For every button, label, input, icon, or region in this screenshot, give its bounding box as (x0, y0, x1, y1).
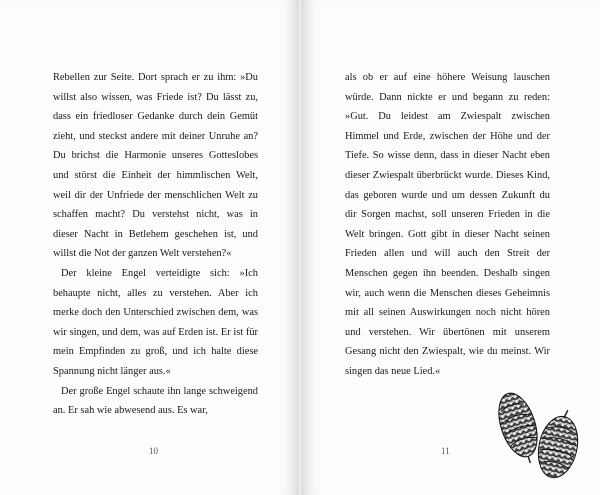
paragraph: Rebellen zur Seite. Dort sprach er zu ihm: »Du willst also wissen, was Friede ist? Du lässt zu, dass ein friedloser Gedanke durch dein Gemüt zieht, und steckst andere mit deiner Unruhe an? Du brichst die Harmonie unseres Gotteslobes und störst die Einheit der himmlischen Welt, weil dir der Unfriede der menschlichen Welt zu schaffen macht? Du verstehst nicht, was in dieser Nacht in Betlehem geschehen ist, und willst die Not der ganzen Welt verstehen?« (53, 72, 258, 260)
page-number: 10 (149, 446, 158, 456)
left-page-text (53, 68, 258, 421)
right-page-text (345, 68, 550, 382)
paragraph: Der große Engel schaute ihn lange schweigend an. Er sah wie abwesend aus. Es war, (53, 385, 258, 417)
paragraph: Der kleine Engel verteidigte sich: »Ich behaupte nicht, alles zu verstehen. Aber ich merke doch den Unterschied zwischen dem, was wir singen, und dem, was auf Erden ist. Er ist für mein Empfinden zu groß, und ich halte diese Spannung nicht länger aus.« (53, 267, 258, 377)
left-page (0, 0, 297, 495)
right-page (303, 0, 600, 495)
pine-cone-2 (533, 406, 585, 481)
pine-cones-illustration (488, 385, 598, 485)
page-number: 11 (441, 446, 450, 456)
paragraph: als ob er auf eine höhere Weisung lauschen würde. Dann nickte er und begann zu reden: »Gut. Du leidest am Zwiespalt zwischen Himmel und Erde, zwischen der Höhe und der Tiefe. So wisse denn, dass in dieser Nacht eben dieser Zwiespalt überbrückt wurde. Dieses Kind, das geboren wurde und um dessen Zukunft du dir Sorgen machst, soll unseren Frieden in die Welt bringen. Gott gibt in dieser Nacht seinen Frieden allen und will auch den Streit der Menschen gegen ihn beenden. Deshalb singen wir, auch wenn die Menschen dieses Geheimnis mit all seinen Auswirkungen noch nicht hören und verstehen. Wir übertönen mit unserem Gesang nicht den Zwiespalt, wie du meinst. Wir singen das neue Lied.« (345, 72, 550, 377)
